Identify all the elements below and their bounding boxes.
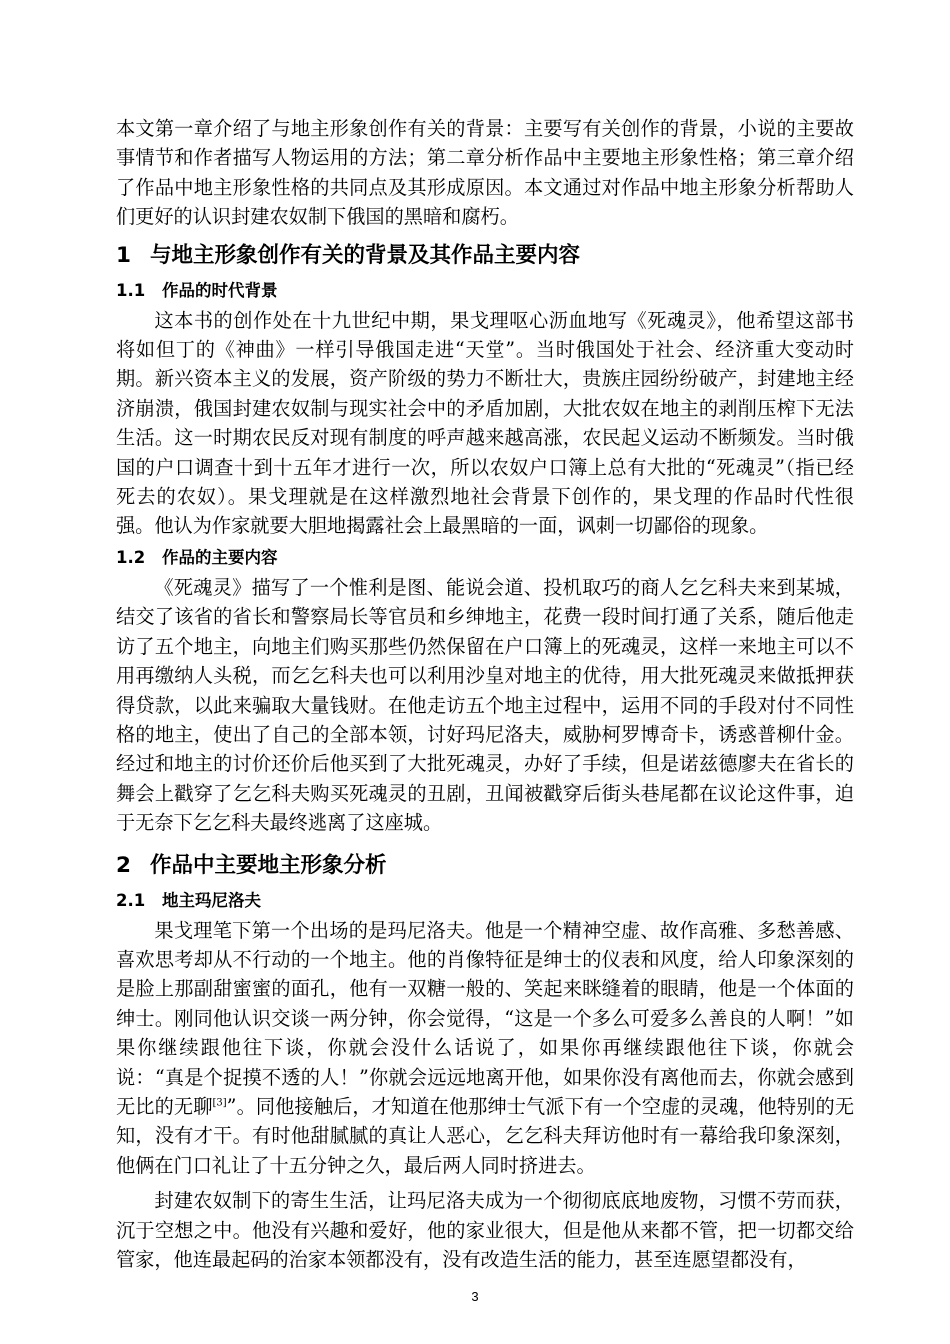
paragraph-text: ”。同他接触后，才知道在他那绅士气派下有一个空虚的灵魂，他特别的无知，没有才干。有时他甜腻腻的真让人恶心，乞乞科夫拜访他时有一幕给我印象深刻，他俩在门口礼让了十五分钟之久，最后两人同时挤进去。 <box>116 1094 855 1177</box>
paragraph-text: 果戈理笔下第一个出场的是玛尼洛夫。他是一个精神空虚、故作高雅、多愁善感、喜欢思考却从不行动的一个地主。他的肖像特征是绅士的仪表和风度，给人印象深刻的是脸上那副甜蜜蜜的面孔，他有一双糖一般的、笑起来眯缝着的眼睛，他是一个体面的绅士。刚同他认识交谈一两分钟，你会觉得，“这是一个多么可爱多么善良的人啊！”如果你继续跟他往下谈，你就会没什么话说了，如果你再继续跟他往下谈，你就会说：“真是个捉摸不透的人！”你就会远远地离开他，如果你没有离他而去，你就会感到无比的无聊 <box>116 918 854 1118</box>
body-paragraph: 这本书的创作处在十九世纪中期，果戈理呕心沥血地写《死魂灵》，他希望这部书将如但丁的《神曲》一样引导俄国走进“天堂”。当时俄国处于社会、经济重大变动时期。新兴资本主义的发展，资产阶级的势力不断壮大，贵族庄园纷纷破产，封建地主经济崩溃，俄国封建农奴制与现实社会中的矛盾加剧，大批农奴在地主的剥削压榨下无法生活。这一时期农民反对现有制度的呼声越来越高涨，农民起义运动不断频发。当时俄国的户口调查十到十五年才进行一次，所以农奴户口簿上总有大批的“死魂灵”（指已经死去的农奴）。果戈理就是在这样激烈地社会背景下创作的，果戈理的作品时代性很强。他认为作家就要大胆地揭露社会上最黑暗的一面，讽刺一切鄙俗的现象。 <box>116 308 854 538</box>
page-number: 3 <box>471 1289 479 1304</box>
subsection-title: 地主玛尼洛夫 <box>162 890 261 910</box>
section-heading-1 <box>116 242 854 270</box>
body-paragraph: 封建农奴制下的寄生生活，让玛尼洛夫成为一个彻彻底底地废物，习惯不劳而获，沉于空想之中。他没有兴趣和爱好，他的家业很大，但是他从来都不管，把一切都交给管家，他连最起码的治家本领都没有，没有改造生活的能力，甚至连愿望都没有， <box>116 1189 854 1271</box>
section-number: 2 <box>116 852 131 878</box>
subsection-heading-1-1 <box>116 278 854 304</box>
section-number: 1 <box>116 242 131 268</box>
subsection-number: 1.1 <box>116 280 146 300</box>
subsection-number: 1.2 <box>116 547 146 567</box>
document-page <box>116 114 854 1274</box>
subsection-heading-1-2 <box>116 545 854 571</box>
body-paragraph <box>116 916 854 1181</box>
subsection-heading-2-1 <box>116 888 854 914</box>
body-paragraph: 《死魂灵》描写了一个惟利是图、能说会道、投机取巧的商人乞乞科夫来到某城，结交了该省的省长和警察局长等官员和乡绅地主，花费一段时间打通了关系，随后他走访了五个地主，向地主们购买那些仍然保留在户口簿上的死魂灵，这样一来地主可以不用再缴纳人头税，而乞乞科夫也可以利用沙皇对地主的优待，用大批死魂灵来做抵押获得贷款，以此来骗取大量钱财。在他走访五个地主过程中，运用不同的手段对付不同性格的地主，使出了自己的全部本领，讨好玛尼洛夫，威胁柯罗博奇卡，诱惑普柳什金。经过和地主的讨价还价后他买到了大批死魂灵，办好了手续，但是诺兹德廖夫在省长的舞会上戳穿了乞乞科夫购买死魂灵的丑剧，丑闻被戳穿后街头巷尾都在议论这件事，迫于无奈下乞乞科夫最终逃离了这座城。 <box>116 575 854 835</box>
section-title: 作品中主要地主形象分析 <box>150 852 387 878</box>
intro-paragraph: 本文第一章介绍了与地主形象创作有关的背景：主要写有关创作的背景，小说的主要故事情节和作者描写人物运用的方法；第二章分析作品中主要地主形象性格；第三章介绍了作品中地主形象性格的共同点及其形成原因。本文通过对作品中地主形象分析帮助人们更好的认识封建农奴制下俄国的黑暗和腐朽。 <box>116 117 854 229</box>
subsection-title: 作品的主要内容 <box>162 547 278 567</box>
subsection-title: 作品的时代背景 <box>162 280 278 300</box>
citation-reference: [3] <box>212 1097 227 1109</box>
subsection-number: 2.1 <box>116 890 146 910</box>
section-title: 与地主形象创作有关的背景及其作品主要内容 <box>150 242 581 268</box>
section-heading-2 <box>116 852 854 880</box>
